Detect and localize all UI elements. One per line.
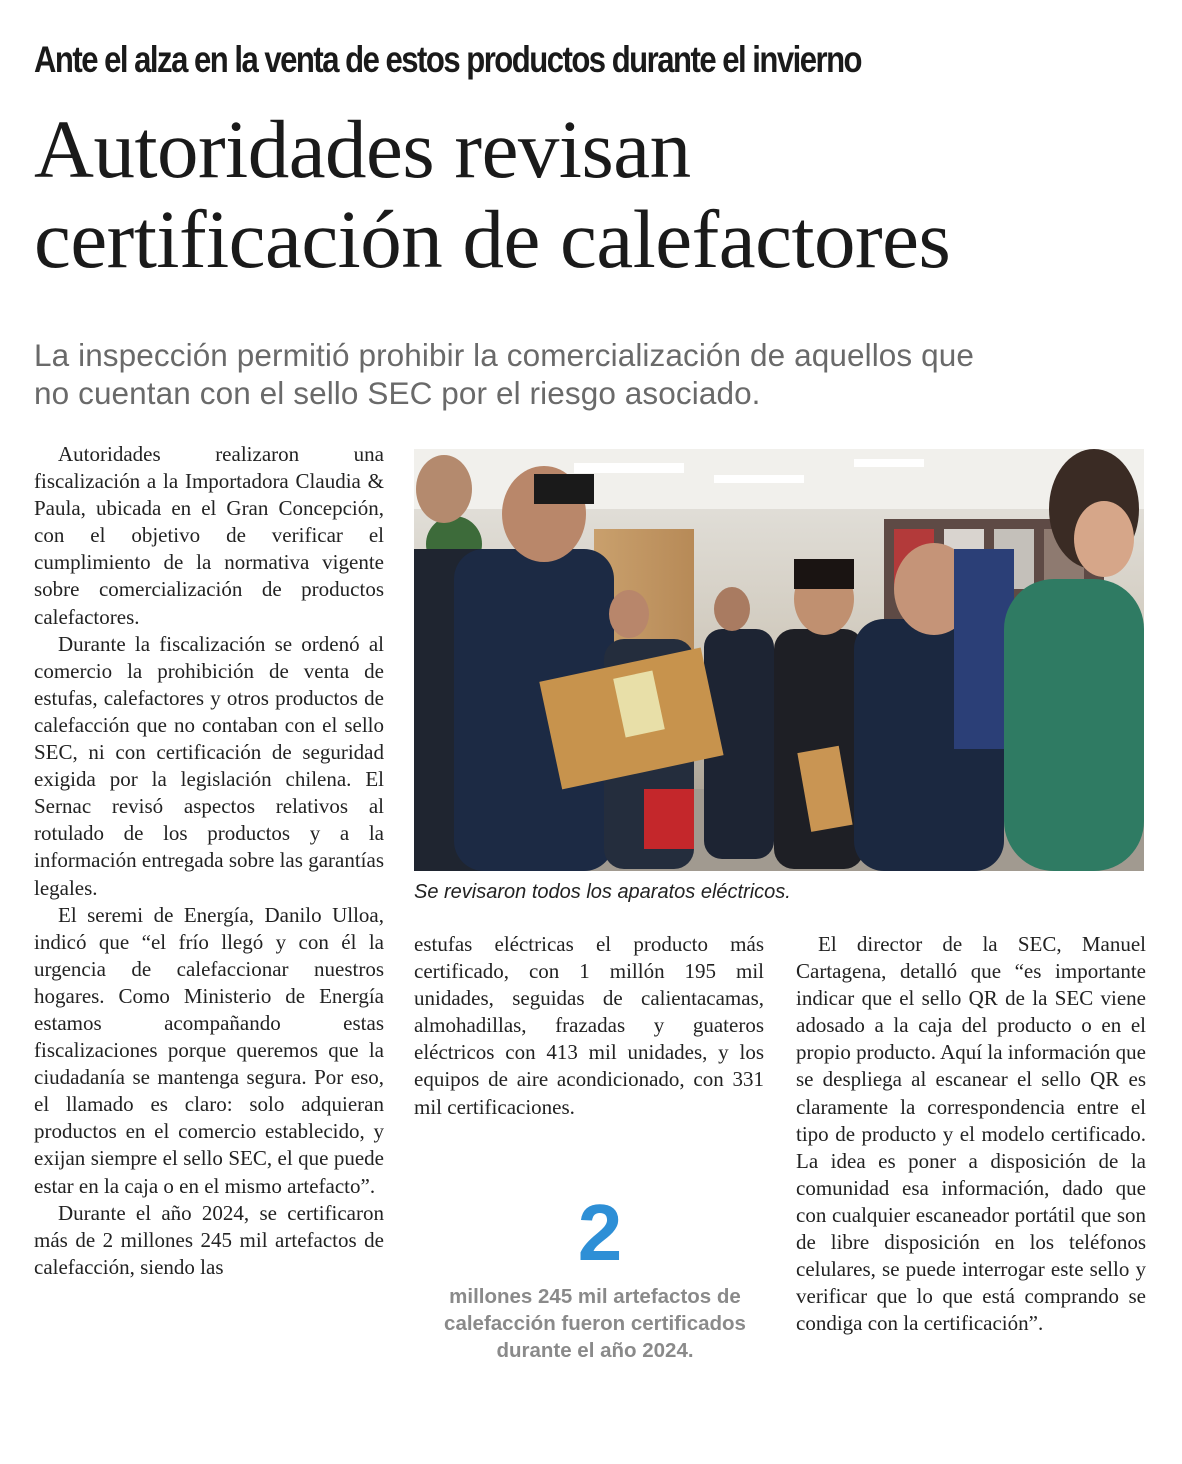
body-column-2 (414, 931, 764, 1121)
body-column-1 (34, 441, 384, 1281)
paragraph: El seremi de Energía, Danilo Ulloa, indicó que “el frío llegó y con él la urgencia de calefaccionar nuestros hogares. Como Ministerio de Energía estamos acompañando estas fiscalizaciones porque queremos que la ciudadanía se mantenga segura. Por eso, el llamado es claro: solo adquieran productos en el comercio establecido, y exijan siempre el sello SEC, el que puede estar en la caja o en el mismo artefacto”. (34, 902, 384, 1198)
kicker: Ante el alza en la venta de estos productos durante el invierno (34, 39, 862, 80)
photo-illustration (414, 449, 1144, 871)
photo-caption: Se revisaron todos los aparatos eléctricos. (414, 881, 791, 903)
body-column-3 (796, 931, 1146, 1337)
paragraph: estufas eléctricas el producto más certificado, con 1 millón 195 mil unidades, seguidas de calientacamas, almohadillas, frazadas y guateros eléctricos con 413 mil unidades, y los equipos de aire acondicionado, con 331 mil certificaciones. (414, 932, 764, 1119)
paragraph: Durante el año 2024, se certificaron más de 2 millones 245 mil artefactos de calefacción, siendo las (34, 1200, 384, 1279)
paragraph: Durante la fiscalización se ordenó al comercio la prohibición de venta de estufas, calefactores y otros productos de calefacción que no contaban con el sello SEC, ni con certificación de seguridad exigida por la legislación chilena. El Sernac revisó aspectos relativos al rotulado de los productos y a la información entregada sobre las garantías legales. (34, 631, 384, 900)
paragraph: Autoridades realizaron una fiscalización a la Importadora Claudia & Paula, ubicada en el Gran Concepción, con el objetivo de verificar el cumplimiento de la normativa vigente sobre comercialización de productos calefactores. (34, 442, 384, 629)
headline (34, 104, 1164, 284)
headline-line-2: certificación de calefactores (34, 193, 951, 285)
deck (34, 336, 1154, 412)
deck-line-1: La inspección permitió prohibir la comercialización de aquellos que (34, 337, 974, 373)
deck-line-2: no cuentan con el sello SEC por el riesgo asociado. (34, 375, 761, 411)
article-photo (414, 449, 1144, 871)
stat-number: 2 (577, 1188, 623, 1277)
stat-text: millones 245 mil artefactos de calefacción fueron certificados durante el año 2024. (444, 1285, 746, 1362)
headline-line-1: Autoridades revisan (34, 103, 691, 195)
paragraph: El director de la SEC, Manuel Cartagena, detalló que “es importante indicar que el sello QR de la SEC viene adosado a la caja del producto o en el propio producto. Aquí la información que se despliega al escanear el sello QR es claramente la correspondencia entre el tipo de producto y el modelo certificado. La idea es poner a disposición de la comunidad esa información, dado que con cualquier escaneador portátil que son de libre disposición en los teléfonos celulares, se puede interrogar este sello y verificar que lo que está comprando se condiga con la certificación”. (796, 932, 1146, 1336)
